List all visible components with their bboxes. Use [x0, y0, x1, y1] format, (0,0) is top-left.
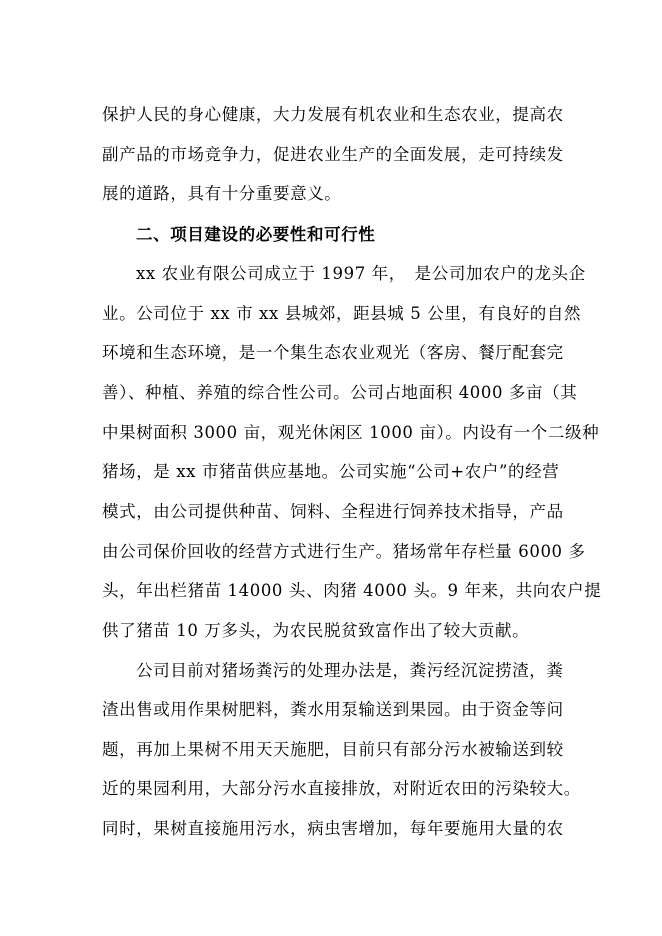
paragraph-line: 模式，由公司提供种苗、饲料、全程进行饲养技术指导，产品 — [102, 502, 564, 521]
section-heading: 二、项目建设的必要性和可行性 — [136, 225, 376, 244]
paragraph-line: 渣出售或用作果树肥料，粪水用泵输送到果园。由于资金等问 — [102, 700, 564, 719]
paragraph-line: 环境和生态环境，是一个集生态农业观光（客房、餐厅配套完 — [102, 343, 564, 362]
paragraph-line: 由公司保价回收的经营方式进行生产。猪场常年存栏量 6000 多 — [102, 542, 586, 561]
paragraph-line: 副产品的市场竞争力，促进农业生产的全面发展，走可持续发 — [102, 145, 564, 164]
paragraph-line: 展的道路，具有十分重要意义。 — [102, 184, 342, 203]
paragraph-line: 同时，果树直接施用污水，病虫害增加，每年要施用大量的农 — [102, 819, 564, 838]
paragraph-line: 头，年出栏猪苗 14000 头、肉猪 4000 头。9 年来，共向农户提 — [102, 581, 602, 600]
paragraph-line: 猪场，是 xx 市猪苗供应基地。公司实施“公司+农户”的经营 — [102, 462, 560, 481]
paragraph-line: 近的果园利用，大部分污水直接排放，对附近农田的污染较大。 — [102, 779, 581, 798]
paragraph-line: 中果树面积 3000 亩，观光休闲区 1000 亩）。内设有一个二级种 — [102, 423, 600, 442]
paragraph-line: xx 农业有限公司成立于 1997 年， 是公司加农户的龙头企 — [136, 264, 586, 283]
paragraph-line: 保护人民的身心健康，大力发展有机农业和生态农业，提高农 — [102, 105, 564, 124]
paragraph-line: 题，再加上果树不用天天施肥，目前只有部分污水被输送到较 — [102, 740, 564, 759]
paragraph-line: 供了猪苗 10 万多头，为农民脱贫致富作出了较大贡献。 — [102, 621, 530, 640]
paragraph-line: 公司目前对猪场粪污的处理办法是，粪污经沉淀捞渣，粪 — [136, 661, 564, 680]
paragraph-line: 善）、种植、养殖的综合性公司。公司占地面积 4000 多亩（其 — [102, 383, 578, 402]
paragraph-line: 业。公司位于 xx 市 xx 县城郊，距县城 5 公里，有良好的自然 — [102, 304, 582, 323]
